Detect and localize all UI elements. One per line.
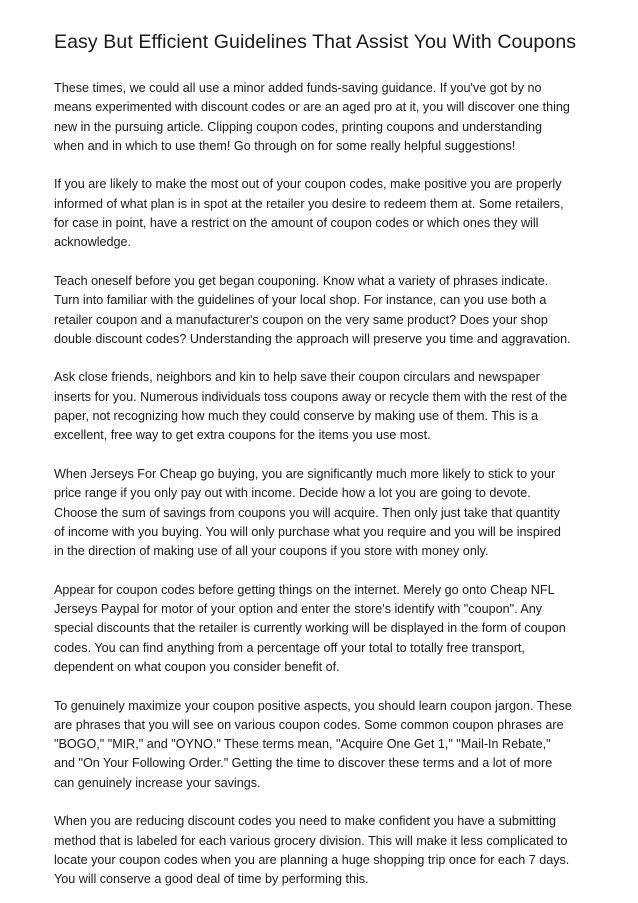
text-line: method that is labeled for each various grocery division. This will make it less complicated to <box>54 833 568 848</box>
text-line: When you are reducing discount codes you need to make confident you have a submitting <box>54 814 556 829</box>
text-line: in the direction of making use of all your coupons if you store with money only. <box>54 544 489 559</box>
text-line: double discount codes? Understanding the approach will preserve you time and aggravation. <box>54 331 571 346</box>
text-line: paper, not recognizing how much they could conserve by making use of them. This is a <box>54 409 539 424</box>
text-line: special discounts that the retailer is currently working will be displayed in the form of coupon <box>54 621 566 636</box>
text-line: "BOGO," "MIR," and "OYNO." These terms mean, "Acquire One Get 1," "Mail-In Rebate," <box>54 737 551 752</box>
text-line: acknowledge. <box>54 235 132 250</box>
text-line: new in the pursuing article. Clipping coupon codes, printing coupons and understanding <box>54 119 542 134</box>
text-line: locate your coupon codes when you are planning a huge shopping trip once for each 7 days. <box>54 852 570 867</box>
text-line: are phrases that you will see on various coupon codes. Some common coupon phrases are <box>54 717 564 732</box>
text-line: dependent on what coupon you consider benefit of. <box>54 659 340 674</box>
text-line: informed of what plan is in spot at the retailer you desire to redeem them at. Some retailers, <box>54 196 564 211</box>
document-body <box>54 79 598 889</box>
text-line: When Jerseys For Cheap go buying, you are significantly much more likely to stick to your <box>54 466 556 481</box>
text-line: price range if you only pay out with income. Decide how a lot you are going to devote. <box>54 486 531 501</box>
paragraph-8 <box>54 812 600 889</box>
text-line: Choose the sum of savings from coupons you will acquire. Then only just take that quantity <box>54 505 560 520</box>
text-line: These times, we could all use a minor added funds-saving guidance. If you've got by no <box>54 81 542 95</box>
text-line: when and in which to use them! Go through on for some really helpful suggestions! <box>54 138 516 153</box>
text-line: means experimented with discount codes or are an aged pro at it, you will discover one thing <box>54 100 570 115</box>
text-line: codes. You can find anything from a percentage off your total to totally free transport, <box>54 640 525 655</box>
paragraph-4 <box>54 368 600 445</box>
text-line: retailer coupon and a manufacturer's coupon on the very same product? Does your shop <box>54 312 548 327</box>
text-line: can genuinely increase your savings. <box>54 775 261 790</box>
paragraph-5 <box>54 465 600 561</box>
text-line: Jerseys Paypal for motor of your option and enter the store's identify with "coupon". Any <box>54 602 543 617</box>
text-line: If you are likely to make the most out of your coupon codes, make positive you are properly <box>54 177 562 192</box>
text-line: for case in point, have a restrict on the amount of coupon codes or which ones they will <box>54 216 539 231</box>
text-line: Ask close friends, neighbors and kin to help save their coupon circulars and newspaper <box>54 370 540 385</box>
paragraph-7 <box>54 697 600 793</box>
paragraph-1 <box>54 79 600 156</box>
text-line: inserts for you. Numerous individuals toss coupons away or recycle them with the rest of the <box>54 389 568 404</box>
paragraph-6 <box>54 581 600 677</box>
text-line: Teach oneself before you get began couponing. Know what a variety of phrases indicate. <box>54 273 549 288</box>
text-line: and "On Your Following Order." Getting the time to discover these terms and a lot of more <box>54 756 553 771</box>
text-line: You will conserve a good deal of time by performing this. <box>54 872 369 887</box>
text-line: To genuinely maximize your coupon positive aspects, you should learn coupon jargon. These <box>54 698 572 713</box>
text-line: of income with you buying. You will only purchase what you require and you will be inspired <box>54 524 561 539</box>
text-line: Turn into familiar with the guidelines of your local shop. For instance, can you use both a <box>54 293 547 308</box>
paragraph-2 <box>54 175 600 252</box>
text-line: excellent, free way to get extra coupons for the items you use most. <box>54 428 431 443</box>
text-line: Appear for coupon codes before getting things on the internet. Merely go onto Cheap NFL <box>54 582 555 597</box>
paragraph-3 <box>54 272 600 349</box>
document-title: Easy But Efficient Guidelines That Assist You With Coupons <box>54 31 577 53</box>
